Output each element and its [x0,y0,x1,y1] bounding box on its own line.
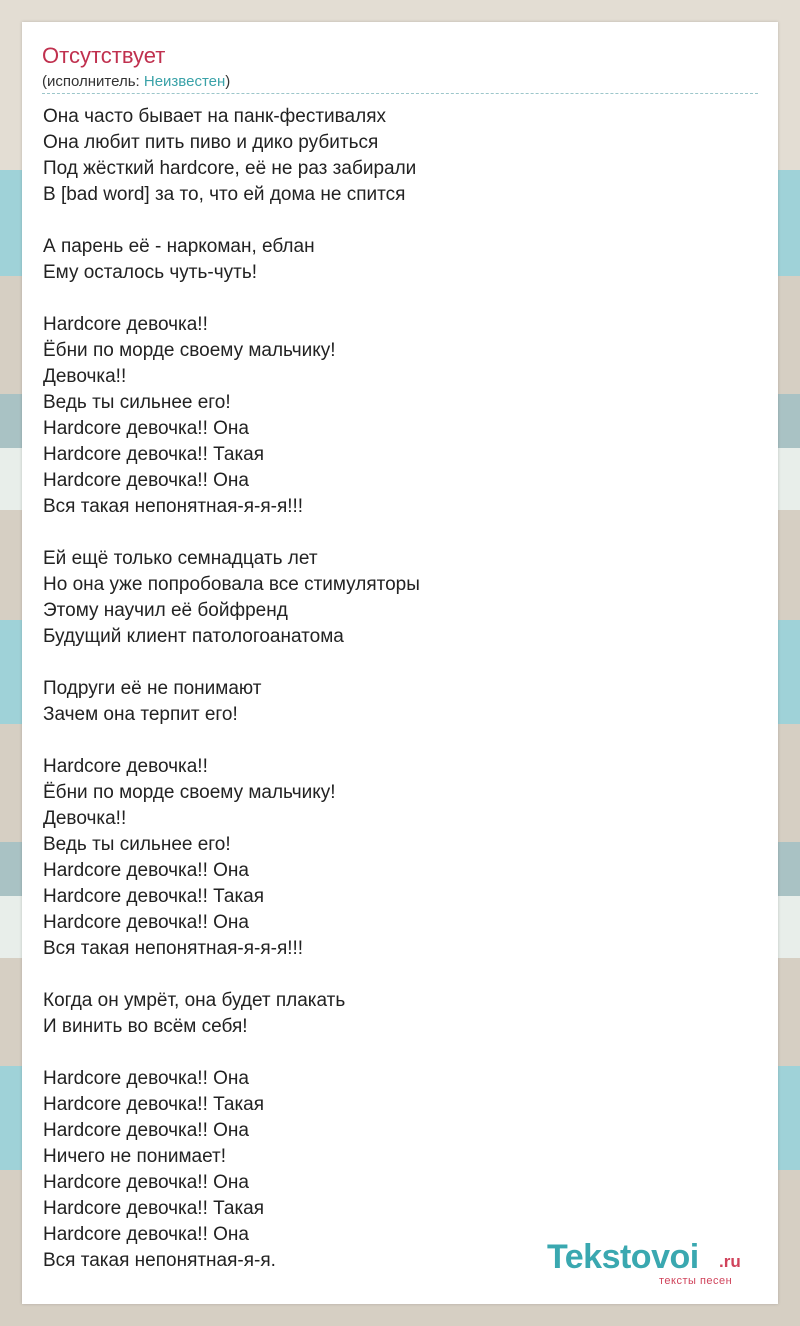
lyric-line: Девочка!! [43,808,127,829]
artist-suffix: ) [225,73,231,90]
song-title: Отсутствует [42,43,166,68]
lyric-line: В [bad word] за то, что ей дома не спится [43,184,406,205]
lyric-line: Ведь ты сильнее его! [43,834,231,855]
lyric-line: Ему осталось чуть-чуть! [43,262,258,283]
lyric-blank-line [43,728,743,754]
lyric-line: Ёбни по морде своему мальчику! [43,782,336,803]
lyric-line: Ведь ты сильнее его! [43,392,231,413]
lyric-line: Зачем она терпит его! [43,704,238,725]
lyric-line: Hardcore девочка!! Она [43,1120,249,1141]
lyric-blank-line [43,520,743,546]
header-divider [42,93,758,94]
lyric-line: Будущий клиент патологоанатома [43,626,344,647]
lyric-line: И винить во всём себя! [43,1016,248,1037]
lyric-line: Hardcore девочка!! Такая [43,1094,265,1115]
lyrics-card [22,22,778,1304]
lyric-line: Hardcore девочка!! Такая [43,444,265,465]
lyric-blank-line [43,286,743,312]
artist-prefix: (исполнитель: [42,73,144,90]
logo-tagline: тексты песен [659,1275,733,1287]
lyric-line: Hardcore девочка!! [43,756,208,777]
lyric-line: Hardcore девочка!! Она [43,418,249,439]
logo-wordmark: Tekstovoi [547,1238,699,1276]
lyric-line: Ей ещё только семнадцать лет [43,548,318,569]
lyric-line: Этому научил её бойфренд [43,600,288,621]
lyric-line: Под жёсткий hardcore, её не раз забирали [43,158,417,179]
artist-link[interactable]: Неизвестен [143,73,226,90]
lyric-line: Hardcore девочка!! Такая [43,886,265,907]
lyric-line: Вся такая непонятная-я-я-я!!! [43,938,304,959]
lyric-line: Ёбни по морде своему мальчику! [43,340,336,361]
lyrics-text [43,104,743,1274]
lyric-line: Hardcore девочка!! Она [43,1224,249,1245]
lyric-line: Hardcore девочка!! Она [43,470,249,491]
lyric-line: Но она уже попробовала все стимуляторы [43,574,420,595]
lyric-blank-line [43,208,743,234]
lyric-line: Hardcore девочка!! Она [43,860,249,881]
artist-line [42,73,230,90]
lyric-line: Hardcore девочка!! Она [43,912,249,933]
lyric-line: Вся такая непонятная-я-я-я!!! [43,496,304,517]
logo-domain: .ru [719,1252,741,1271]
lyric-line: Вся такая непонятная-я-я. [43,1250,276,1271]
lyric-line: Когда он умрёт, она будет плакать [43,990,346,1011]
lyric-line: Девочка!! [43,366,127,387]
lyric-line: Подруги её не понимают [43,678,262,699]
lyric-line: Она любит пить пиво и дико рубиться [43,132,379,153]
lyric-blank-line [43,962,743,988]
lyric-line: Hardcore девочка!! Такая [43,1198,265,1219]
lyric-line: Hardcore девочка!! [43,314,208,335]
lyric-line: Hardcore девочка!! Она [43,1172,249,1193]
lyric-blank-line [43,1040,743,1066]
lyric-line: Hardcore девочка!! Она [43,1068,249,1089]
lyric-line: Она часто бывает на панк-фестивалях [43,106,386,127]
lyric-line: Ничего не понимает! [43,1146,227,1167]
tekstovoi-logo[interactable] [547,1238,757,1288]
lyric-line: А парень её - наркоман, еблан [43,236,315,257]
lyric-blank-line [43,650,743,676]
